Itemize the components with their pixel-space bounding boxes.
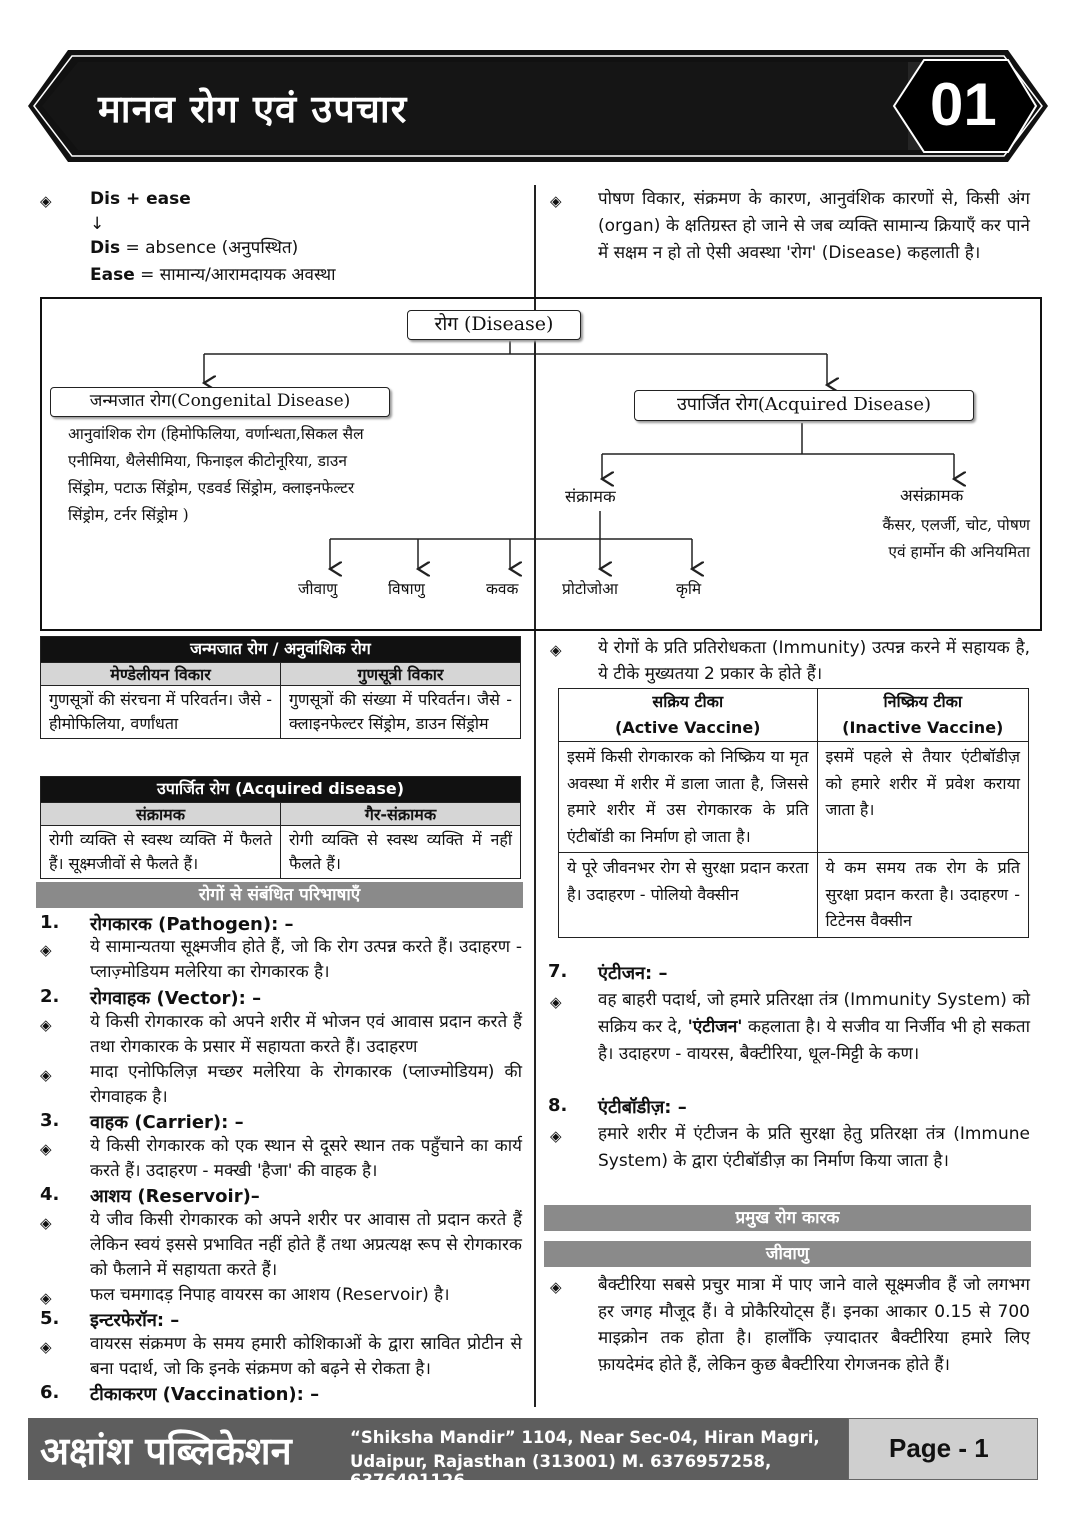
bullet-icon: ◈ (550, 1127, 562, 1145)
active-vaccine-header (559, 689, 818, 742)
vector-text: ये किसी रोगकारक को अपने शरीर में भोजन एवं आवास प्रदान करते हैं तथा रोगकारक के प्रसार में सहायता करते हैं। उदाहरण (90, 1012, 522, 1057)
non-infectious-label: असंक्रामक (900, 486, 964, 505)
bullet-icon: ◈ (40, 1214, 52, 1232)
pathogen-fungi: कवक (486, 580, 519, 598)
item-number: 5. (40, 1308, 60, 1329)
page-footer (28, 1418, 1038, 1490)
interferon-text: वायरस संक्रमण के समय हमारी कोशिकाओं के द्वारा स्रावित प्रोटीन से बना पदार्थ, जो कि इनके संक्रमण को बढ़ने से रोकता है। (90, 1334, 522, 1379)
intro-line1: Dis + ease (90, 189, 191, 209)
item-number: 1. (40, 912, 60, 933)
bullet-icon: ◈ (40, 1140, 52, 1158)
active-vaccine-desc: इसमें किसी रोगकारक को निष्क्रिय या मृत अवस्था में शरीर में डाला जाता है, जिससे हमारे शरीर में उस रोगकारक के प्रति एंटीबॉडी का निर्माण हो जाता है। (559, 742, 818, 853)
bullet-icon: ◈ (40, 1016, 52, 1034)
congenital-table (40, 636, 521, 739)
item-number: 8. (548, 1095, 568, 1116)
non-infectious-header: गैर-संक्रामक (281, 803, 521, 826)
item-number: 4. (40, 1184, 60, 1205)
carrier-heading: वाहक (Carrier): – (90, 1112, 244, 1133)
congenital-examples (68, 421, 428, 529)
interferon-heading: इन्टरफेरॉन: – (90, 1310, 180, 1331)
infectious-header: संक्रामक (41, 803, 281, 826)
mendelian-cell: गुणसूत्रों की संरचना में परिवर्तन। जैसे - हीमोफिलिया, वर्णांधता (41, 686, 281, 739)
active-vaccine-duration: ये पूरे जीवनभर रोग से सुरक्षा प्रदान करता है। उदाहरण - पोलियो वैक्सीन (559, 853, 818, 938)
item-number: 2. (40, 986, 60, 1007)
carrier-text: ये किसी रोगकारक को एक स्थान से दूसरे स्थान तक पहुँचाने का कार्य करते हैं। उदाहरण - मक्खी 'हैजा' की वाहक है। (90, 1136, 522, 1181)
major-pathogens-bar: प्रमुख रोग कारक (544, 1205, 1031, 1231)
publisher-address-line2: Udaipur, Rajasthan (313001) M. 6376957258, 6376491126 (350, 1452, 772, 1490)
inactive-vaccine-hindi: निष्क्रिय टीका (883, 692, 963, 711)
bullet-icon: ◈ (40, 1338, 52, 1356)
antigen-term: 'एंटीजन' (687, 1017, 743, 1037)
bacteria-text: बैक्टीरिया सबसे प्रचुर मात्रा में पाए जाने वाले सूक्ष्मजीव हैं जो लगभग हर जगह मौजूद हैं। वे प्रोकैरियोट्स हैं। इनका आकार 0.15 से 700 माइक्रोन तक होता है। हालाँकि ज़्यादातर बैक्टीरिया हमारे लिए फ़ायदेमंद होते हैं, लेकिन कुछ बैक्टीरिया रोगजनक होते हैं। (598, 1275, 1030, 1375)
bullet-icon: ◈ (550, 641, 562, 659)
antigen-heading: एंटीजन: – (598, 963, 668, 984)
footer-publisher-panel (28, 1418, 848, 1490)
definitions-title-bar: रोगों से संबंधित परिभाषाएँ (36, 882, 523, 908)
congenital-table-title: जन्मजात रोग / अनुवांशिक रोग (41, 637, 521, 663)
congenital-line: आनुवांशिक रोग (हिमोफिलिया, वर्णान्धता,सिकल सैल (68, 425, 364, 443)
reservoir-example: फल चमगादड़ निपाह वायरस का आशय (Reservoir) है। (90, 1285, 450, 1305)
inactive-vaccine-english: (Inactive Vaccine) (842, 718, 1004, 737)
pathogen-protozoa: प्रोटोजोआ (562, 580, 619, 598)
congenital-line: एनीमिया, थैलेसीमिया, फिनाइल कीटोनूरिया, डाउन (68, 452, 347, 470)
inactive-vaccine-header (817, 689, 1029, 742)
congenital-line: सिंड्रोम, पटाऊ सिंड्रोम, एडवर्ड सिंड्रोम, क्लाइनफेल्टर (68, 479, 355, 497)
disease-classification-diagram (40, 297, 1042, 631)
pathogen-heading: रोगकारक (Pathogen): – (90, 914, 294, 935)
non-infectious-cell: रोगी व्यक्ति से स्वस्थ व्यक्ति में नहीं फैलते हैं। (281, 826, 521, 879)
item-number: 7. (548, 961, 568, 982)
item-number: 3. (40, 1110, 60, 1131)
vaccination-heading: टीकाकरण (Vaccination): – (90, 1384, 320, 1405)
bullet-icon: ◈ (40, 941, 52, 959)
bullet-icon: ◈ (40, 192, 52, 210)
chapter-title: मानव रोग एवं उपचार (98, 87, 408, 131)
intro-ease-meaning: = सामान्य/आरामदायक अवस्था (134, 265, 336, 285)
pathogen-bacteria: जीवाणु (298, 580, 338, 598)
intro-dis-ease (90, 186, 510, 289)
antibodies-text: हमारे शरीर में एंटीजन के प्रति सुरक्षा हेतु प्रतिरक्षा तंत्र (Immune System) के द्वारा एंटीबॉडीज़ का निर्माण किया जाता है। (598, 1124, 1030, 1171)
vector-example: मादा एनोफिलिज़ मच्छर मलेरिया के रोगकारक (प्लाज्मोडियम) की रोगवाहक है। (90, 1062, 522, 1107)
page-number-box (848, 1418, 1038, 1480)
antigen-text (598, 987, 1030, 1068)
publisher-address-line1: “Shiksha Mandir” 1104, Near Sec-04, Hiran Magri, (350, 1428, 820, 1447)
antibodies-heading: एंटीबॉडीज़: – (598, 1097, 687, 1118)
congenital-disease-box: जन्मजात रोग(Congenital Disease) (50, 387, 390, 417)
bullet-icon: ◈ (40, 1289, 52, 1307)
down-arrow-icon: ↓ (90, 214, 105, 234)
acquired-table (40, 776, 521, 879)
non-infectious-examples (844, 512, 1030, 566)
acquired-table-title: उपार्जित रोग (Acquired disease) (41, 777, 521, 803)
page-number: Page - 1 (889, 1433, 989, 1463)
reservoir-text: ये जीव किसी रोगकारक को अपने शरीर पर आवास तो प्रदान करते हैं लेकिन स्वयं इससे प्रभावित नहीं होते हैं तथा अप्रत्यक्ष रूप से रोगकारक को फैलाने में सहायता करते हैं। (90, 1210, 522, 1280)
root-disease-box: रोग (Disease) (407, 310, 581, 340)
congenital-line: सिंड्रोम, टर्नर सिंड्रोम ) (68, 506, 189, 524)
mendelian-header: मेण्डेलीयन विकार (41, 663, 281, 686)
active-vaccine-english: (Active Vaccine) (615, 718, 761, 737)
antigen-text-part: वह बाहरी पदार्थ, जो हमारे प्रतिरक्षा तंत्र (Immunity System) को सक्रिय कर दे, (598, 990, 1030, 1037)
chapter-number: 01 (930, 71, 997, 138)
non-infectious-line: एवं हार्मोन की अनियमिता (888, 543, 1030, 561)
antigen-text-part: कहलाता है। ये सजीव या निर्जीव भी हो सकता है। उदाहरण - वायरस, बैक्टीरिया, धूल-मिट्टी के कण। (598, 1017, 1031, 1064)
bullet-icon: ◈ (550, 993, 562, 1011)
intro-dis-meaning: = absence (अनुपस्थित) (120, 238, 299, 258)
infectious-label: संक्रामक (565, 487, 616, 506)
chromosomal-header: गुणसूत्री विकार (281, 663, 521, 686)
chromosomal-cell: गुणसूत्रों की संख्या में परिवर्तन। जैसे - क्लाइनफेल्टर सिंड्रोम, डाउन सिंड्रोम (281, 686, 521, 739)
intro-ease-label: Ease (90, 265, 135, 285)
inactive-vaccine-desc: इसमें पहले से तैयार एंटीबॉडीज़ को हमारे शरीर में प्रवेश कराया जाता है। (817, 742, 1029, 853)
item-number: 6. (40, 1382, 60, 1403)
acquired-disease-box: उपार्जित रोग(Acquired Disease) (634, 390, 974, 421)
publisher-name: अक्षांश पब्लिकेशन (40, 1429, 292, 1473)
vector-heading: रोगवाहक (Vector): – (90, 988, 262, 1009)
pathogen-worms: कृमि (676, 580, 702, 598)
non-infectious-line: कैंसर, एलर्जी, चोट, पोषण (882, 516, 1030, 534)
bullet-icon: ◈ (550, 1278, 562, 1296)
bullet-icon: ◈ (550, 192, 562, 210)
pathogen-text: ये सामान्यतया सूक्ष्मजीव होते हैं, जो कि रोग उत्पन्न करते हैं। उदाहरण - प्लाज़्मोडियम मलेरिया का रोगकारक है। (90, 937, 522, 982)
disease-definition: पोषण विकार, संक्रमण के कारण, आनुवंशिक कारणों से, किसी अंग (organ) के क्षतिग्रस्त हो जाने से जब व्यक्ति सामान्य क्रियाएँ कर पाने में सक्षम न हो तो ऐसी अवस्था 'रोग' (Disease) कहलाती है। (598, 189, 1030, 263)
vaccine-table (558, 688, 1029, 938)
pathogen-virus: विषाणु (388, 580, 425, 598)
bullet-icon: ◈ (40, 1066, 52, 1084)
active-vaccine-hindi: सक्रिय टीका (652, 692, 724, 711)
infectious-cell: रोगी व्यक्ति से स्वस्थ व्यक्ति में फैलते हैं। सूक्ष्मजीवों से फैलते हैं। (41, 826, 281, 879)
reservoir-heading: आशय (Reservoir)– (90, 1186, 260, 1207)
intro-dis-label: Dis (90, 238, 121, 258)
inactive-vaccine-duration: ये कम समय तक रोग के प्रति सुरक्षा प्रदान करता है। उदाहरण - टिटेनस वैक्सीन (817, 853, 1029, 938)
bacteria-bar: जीवाणु (544, 1241, 1031, 1267)
vaccine-intro: ये रोगों के प्रति प्रतिरोधकता (Immunity) उत्पन्न करने में सहायक है, ये टीके मुख्यतया 2 प्रकार के होते हैं। (598, 638, 1030, 684)
